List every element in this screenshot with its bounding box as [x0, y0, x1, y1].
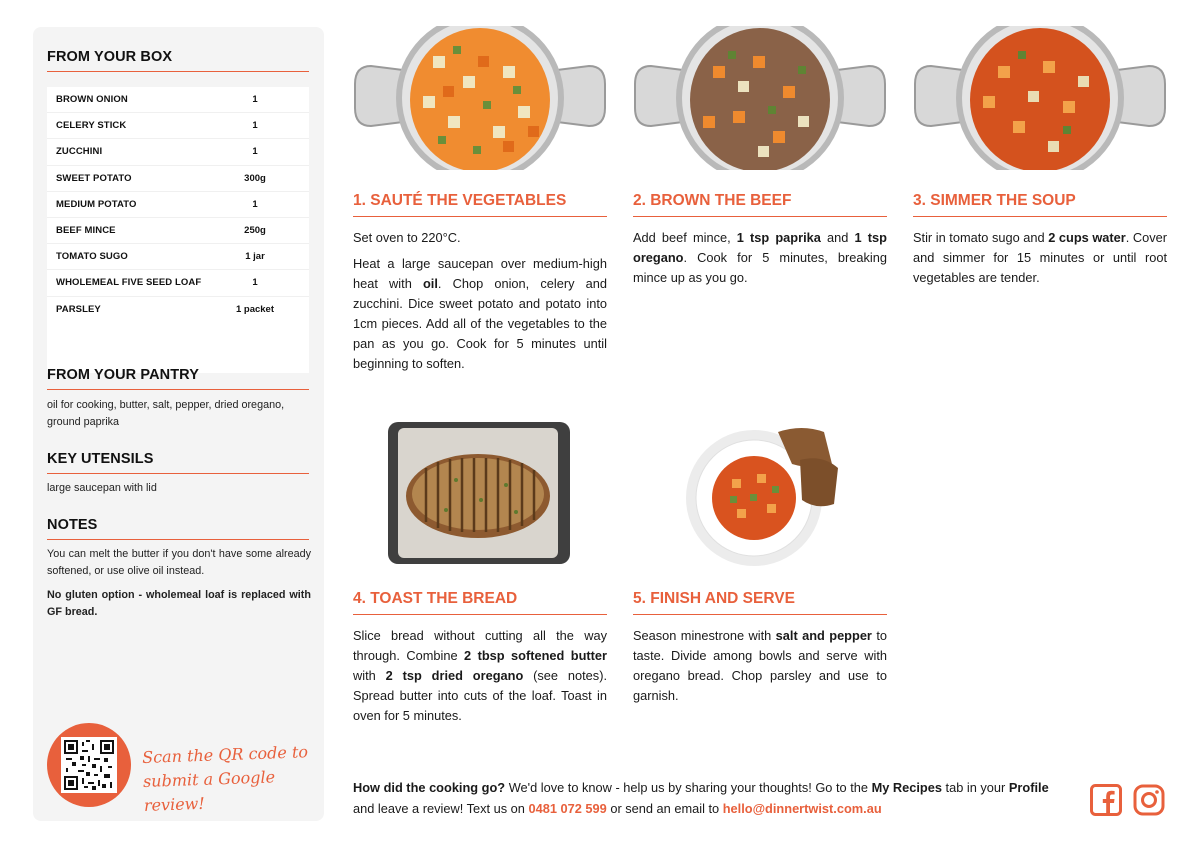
- table-row: [47, 297, 309, 323]
- text-run: to taste. Divide among bowls and serve with oregano bread. Chop parsley and use to garnish.: [633, 628, 887, 703]
- email-link[interactable]: hello@dinnertwist.com.au: [722, 801, 882, 816]
- step-1-title: 1. SAUTÉ THE VEGETABLES: [353, 192, 607, 217]
- text-run: with: [353, 668, 386, 683]
- ingredient-qty: 300g: [244, 172, 266, 184]
- from-your-pantry-title: FROM YOUR PANTRY: [47, 367, 309, 390]
- table-row: [47, 87, 309, 113]
- text-bold: 1 tsp oregano: [633, 230, 887, 265]
- facebook-icon[interactable]: [1090, 784, 1122, 821]
- ingredient-qty: 250g: [244, 225, 266, 237]
- step-2-para: [633, 228, 887, 288]
- text-run: and leave a review! Text us on: [353, 801, 529, 816]
- qr-code-icon[interactable]: [61, 737, 117, 793]
- step-1-para-2: [353, 254, 607, 374]
- table-row: [47, 139, 309, 165]
- text-bold: 2 tbsp softened butter: [464, 648, 608, 663]
- ingredient-name: SWEET POTATO: [56, 172, 132, 184]
- text-run: Add beef mince,: [633, 230, 737, 245]
- ingredient-qty: 1 jar: [245, 251, 265, 263]
- my-recipes-link[interactable]: My Recipes: [871, 780, 942, 795]
- phone-link[interactable]: 0481 072 599: [528, 801, 607, 816]
- text-bold: 2 tsp dried oregano: [385, 668, 524, 683]
- from-your-box-title: FROM YOUR BOX: [47, 49, 309, 72]
- text-run: . Chop onion, celery and zucchini. Dice sweet potato and potato into 1cm pieces. Add all of the vegetables to the pan as you go. Cook for 5 minutes until beginning to soften.: [353, 276, 607, 371]
- ingredient-qty: 1: [252, 146, 258, 158]
- step-4-para: [353, 626, 607, 726]
- gluten-note: No gluten option - wholemeal loaf is replaced with GF bread.: [47, 589, 311, 618]
- text-run: (see notes). Spread butter into cuts of the loaf. Toast in oven for 5 minutes.: [353, 668, 608, 723]
- ingredient-qty: 1: [252, 198, 258, 210]
- qr-badge: [47, 723, 131, 807]
- text-run: Season minestrone with: [633, 628, 776, 643]
- step-5-para: [633, 626, 887, 706]
- text-run: Slice bread without cutting all the way through. Combine: [353, 628, 607, 663]
- text-run: and: [820, 230, 855, 245]
- step-2-title: 2. BROWN THE BEEF: [633, 192, 887, 217]
- step-1-para-1: Set oven to 220°C.: [353, 230, 461, 245]
- ingredient-qty: 1: [252, 277, 258, 289]
- table-row: [47, 113, 309, 139]
- text-run: tab in your: [941, 780, 1009, 795]
- from-your-box-table: [47, 87, 309, 373]
- ingredients-sidebar: [33, 27, 324, 821]
- notes-title: NOTES: [47, 517, 309, 540]
- ingredient-qty: 1: [252, 94, 258, 106]
- ingredient-name: MEDIUM POTATO: [56, 198, 137, 210]
- qr-review-cta: Scan the QR code to submit a Google review!: [141, 742, 309, 815]
- table-row: [47, 244, 309, 270]
- step-3-text: [913, 228, 1167, 294]
- ingredient-qty: 1 packet: [235, 304, 275, 316]
- step-4-title: 4. TOAST THE BREAD: [353, 590, 607, 615]
- feedback-footer: [353, 777, 1073, 819]
- step-1-text: [353, 228, 607, 380]
- ingredient-name: TOMATO SUGO: [56, 251, 128, 263]
- table-row: [47, 166, 309, 192]
- pot-vegetables-photo: [353, 26, 607, 175]
- step-2-text: [633, 228, 887, 294]
- step-5-text: [633, 626, 887, 712]
- ingredient-name: BEEF MINCE: [56, 225, 116, 237]
- table-row: [47, 192, 309, 218]
- text-run: Stir in tomato sugo and: [913, 230, 1049, 245]
- footer-question: How did the cooking go?: [353, 780, 506, 795]
- ingredient-name: WHOLEMEAL FIVE SEED LOAF: [56, 277, 202, 289]
- text-bold: 2 cups water: [1048, 230, 1126, 245]
- ingredient-name: ZUCCHINI: [56, 146, 103, 158]
- instagram-icon[interactable]: [1133, 784, 1165, 821]
- step-3-para: [913, 228, 1167, 288]
- pot-soup-photo: [913, 26, 1167, 175]
- text-run: . Cook for 5 minutes, breaking mince up as you go.: [633, 250, 887, 285]
- key-utensils-title: KEY UTENSILS: [47, 451, 309, 474]
- utensils-list: large saucepan with lid: [47, 482, 157, 494]
- soup-bowl-photo: [682, 424, 842, 575]
- bread-tray-photo: [386, 420, 572, 571]
- ingredient-name: PARSLEY: [56, 304, 101, 316]
- step-3-title: 3. SIMMER THE SOUP: [913, 192, 1167, 217]
- step-4-text: [353, 626, 607, 732]
- table-row: [47, 218, 309, 244]
- pot-beef-photo: [633, 26, 887, 175]
- ingredient-name: CELERY STICK: [56, 120, 127, 132]
- text-run: or send an email to: [606, 801, 723, 816]
- ingredient-name: BROWN ONION: [56, 94, 128, 106]
- text-run: . Cover and simmer for 15 minutes or until root vegetables are tender.: [913, 230, 1168, 285]
- note-text: You can melt the butter if you don't have some already softened, or use olive oil instead.: [47, 548, 311, 577]
- text-run: We'd love to know - help us by sharing your thoughts! Go to the: [505, 780, 872, 795]
- text-bold: salt and pepper: [775, 628, 872, 643]
- pantry-list: oil for cooking, butter, salt, pepper, dried oregano, ground paprika: [47, 399, 285, 428]
- text-bold: 1 tsp paprika: [736, 230, 821, 245]
- text-bold: oil: [422, 276, 438, 291]
- ingredient-qty: 1: [252, 120, 258, 132]
- step-5-title: 5. FINISH AND SERVE: [633, 590, 887, 615]
- text-run: Heat a large saucepan over medium-high heat with: [353, 256, 607, 291]
- table-row: [47, 270, 309, 296]
- profile-link[interactable]: Profile: [1008, 780, 1049, 795]
